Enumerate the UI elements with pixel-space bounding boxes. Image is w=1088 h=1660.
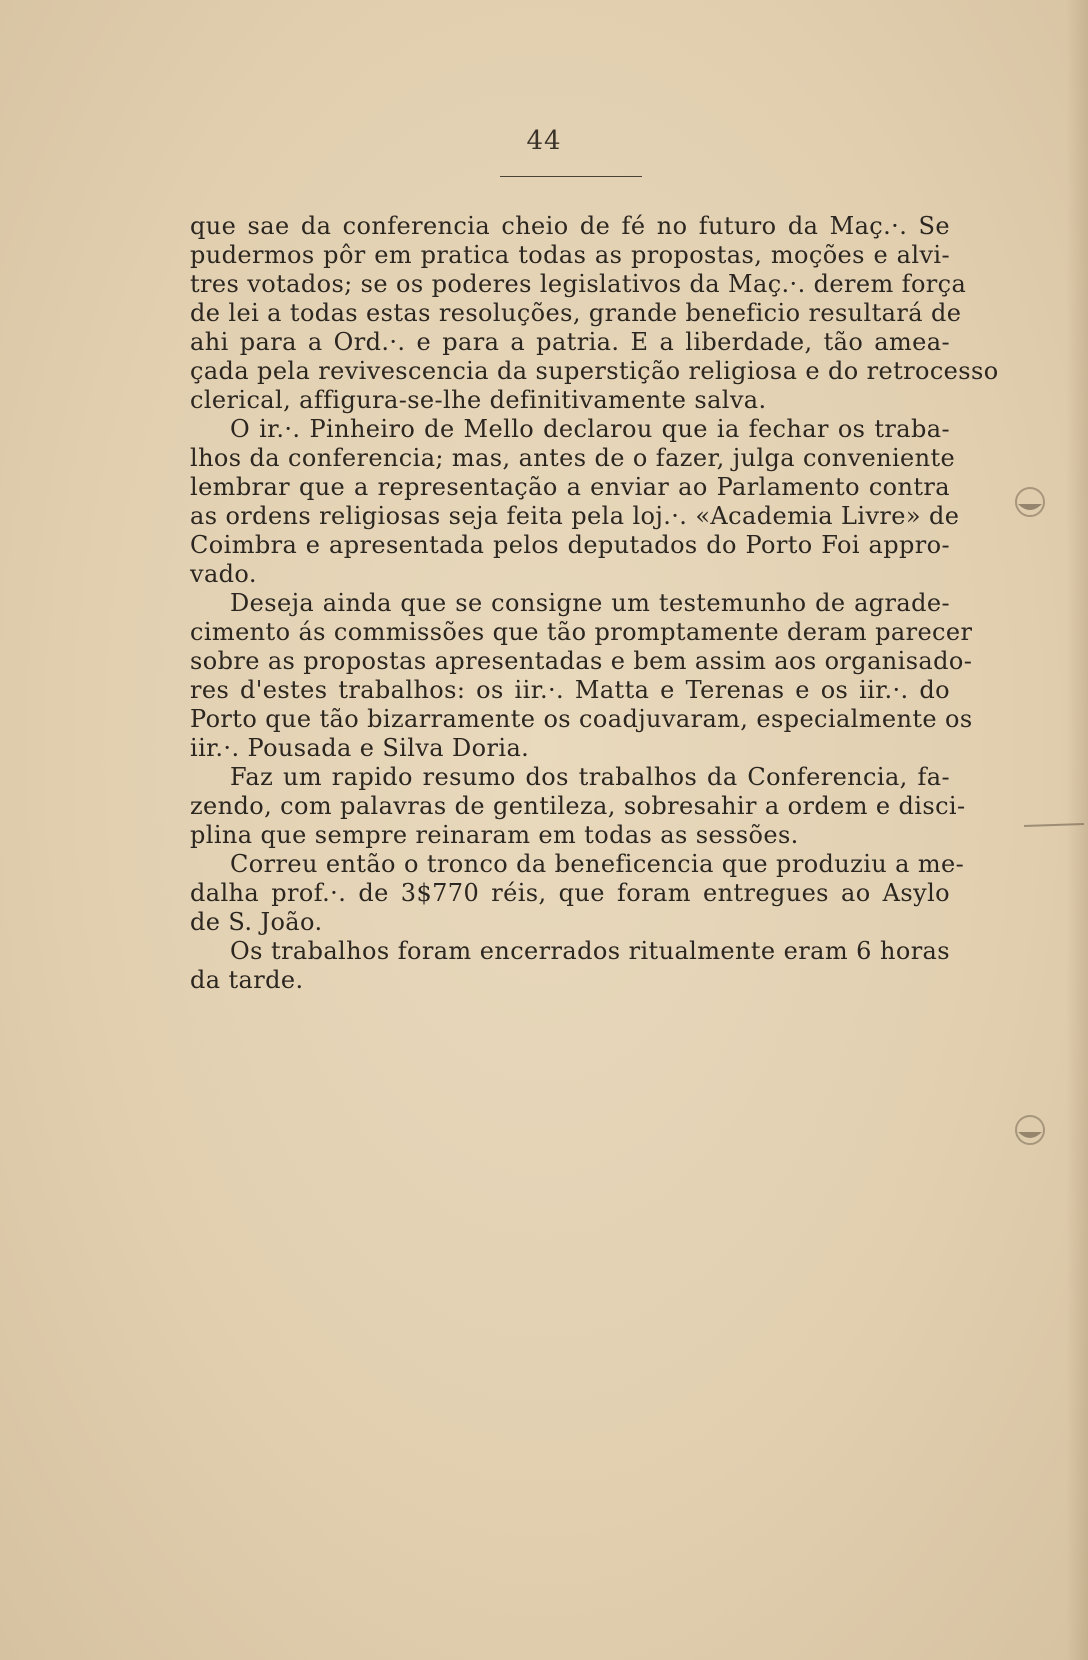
text-line: dalha prof.·. de 3$770 réis, que foram entregues ao Asylo (190, 879, 950, 907)
text-line: de S. João. (190, 908, 323, 936)
header-rule (500, 176, 642, 177)
text-line: lhos da conferencia; mas, antes de o fazer, julga conveniente (190, 444, 956, 472)
paper-clip-mark-icon (1024, 820, 1084, 832)
text-line: que sae da conferencia cheio de fé no futuro da Maç.·. Se (190, 212, 950, 240)
text-line: Coimbra e apresentada pelos deputados do Porto Foi appro- (190, 531, 950, 559)
text-line: as ordens religiosas seja feita pela loj.·. «Academia Livre» de (190, 502, 960, 530)
text-line: Os trabalhos foram encerrados ritualmente eram 6 horas (230, 937, 950, 965)
text-line: da tarde. (190, 966, 304, 994)
text-line: sobre as propostas apresentadas e bem assim aos organisado- (190, 647, 973, 675)
text-line: Correu então o tronco da beneficencia que produziu a me- (230, 850, 965, 878)
text-line: res d'estes trabalhos: os iir.·. Matta e Terenas e os iir.·. do (190, 676, 950, 704)
text-line: O ir.·. Pinheiro de Mello declarou que ia fechar os traba- (230, 415, 950, 443)
text-line: Porto que tão bizarramente os coadjuvaram, especialmente os (190, 705, 973, 733)
text-line: de lei a todas estas resoluções, grande beneficio resultará de (190, 299, 962, 327)
body-text (190, 212, 999, 995)
text-line: clerical, affigura-se-lhe definitivamente salva. (190, 386, 767, 414)
text-line: pudermos pôr em pratica todas as propostas, moções e alvi- (190, 241, 950, 269)
text-line: cimento ás commissões que tão promptamente deram parecer (190, 618, 973, 646)
text-line: tres votados; se os poderes legislativos da Maç.·. derem força (190, 270, 967, 298)
text-line: vado. (190, 560, 257, 588)
binding-hole-mark-icon (1008, 480, 1052, 524)
text-line: lembrar que a representação a enviar ao Parlamento contra (190, 473, 950, 501)
text-line: çada pela revivescencia da superstição religiosa e do retrocesso (190, 357, 999, 385)
text-line: zendo, com palavras de gentileza, sobresahir a ordem e disci- (190, 792, 966, 820)
text-line: Deseja ainda que se consigne um testemunho de agrade- (230, 589, 950, 617)
page-number: 44 (526, 126, 562, 156)
binding-hole-mark-icon (1008, 1108, 1052, 1152)
text-line: ahi para a Ord.·. e para a patria. E a liberdade, tão amea- (190, 328, 950, 356)
text-line: Faz um rapido resumo dos trabalhos da Conferencia, fa- (230, 763, 950, 791)
text-line: iir.·. Pousada e Silva Doria. (190, 734, 530, 762)
text-line: plina que sempre reinaram em todas as sessões. (190, 821, 799, 849)
